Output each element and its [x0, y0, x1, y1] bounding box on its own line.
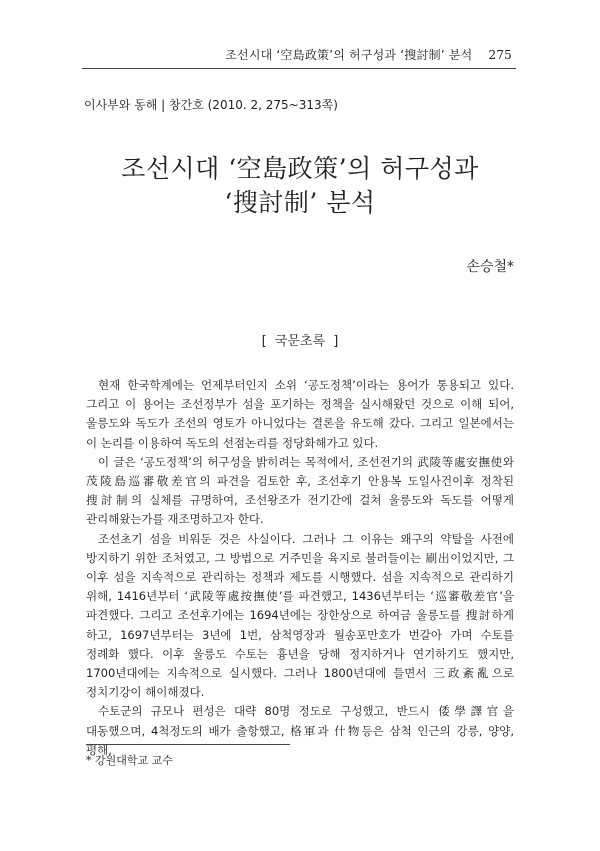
abstract-paragraph-4: 수토군의 규모나 편성은 대략 80명 정도로 구성했고, 반드시 倭學譯官을 대동했으며, 4척정도의 배가 출항했고, 格軍과 什物등은 삼척 인근의 강릉, 양양, 평해,	[86, 704, 514, 757]
title-line-2: ‘搜討制’ 분석	[224, 188, 376, 217]
footnote: * 강원대학교 교수	[86, 754, 173, 767]
page-number: 275	[488, 48, 512, 62]
abstract-paragraph-1: 현재 한국학계에는 언제부터인지 소위 ‘공도정책’이라는 용어가 통용되고 있다. 그리고 이 용어는 조선정부가 섬을 포기하는 정책을 실시해왔던 것으로 이해 되어, 울릉도와 독도가 조선의 영토가 아니었다는 결론을 유도해 갔다. 그리고 일본에서는 이 논리를 이용하여 독도의 선점논리를 정당화해가고 있다.	[86, 378, 514, 450]
article-title	[84, 152, 516, 220]
author-name: 손승철*	[466, 259, 514, 275]
abstract-paragraph-3: 조선초기 섬을 비워둔 것은 사실이다. 그러나 그 이유는 왜구의 약탈을 사전에 방지하기 위한 조처였고, 그 방법으로 거주민을 육지로 불러들이는 刷出이었지만, 그 이후 섬을 지속적으로 관리하는 정책과 제도를 시행했다. 섬을 지속적으로 관리하기 위해, 1416년부터 ‘武陵等處按撫使’를 파견했고, 1436년부터는 ‘巡審敬差官’을 파견했다. 그리고 조선후기에는 1694년에는 장한상으로 하여금 울릉도를 搜討하게 하고, 1697년부터는 3년에 1번, 삼척영장과 월송포만호가 번갈아 가며 수토를 정례화 했다. 이후 울릉도 수토는 흉년을 당해 정지하거나 연기하기도 했지만, 1700년대에는 지속적으로 실시했다. 그러나 1800년대에 들면서 三政紊亂으로 정치기강이 해이해졌다.	[86, 531, 514, 700]
header-rule	[82, 68, 516, 69]
abstract-heading: [ 국문초록 ]	[261, 334, 339, 349]
running-title: 조선시대 ‘空島政策’의 허구성과 ‘搜討制’ 분석	[225, 48, 473, 62]
journal-citation: 이사부와 동해 | 창간호 (2010. 2, 275~313쪽)	[84, 98, 338, 112]
abstract-body	[86, 376, 514, 760]
footnote-rule	[86, 744, 290, 745]
running-header	[225, 46, 512, 63]
abstract-paragraph-2: 이 글은 ‘공도정책’의 허구성을 밝히려는 목적에서, 조선전기의 武陵等處安撫使와 茂陵島巡審敬差官의 파견을 검토한 후, 조선후기 안용복 도일사건이후 정착된 搜討制의 실체를 규명하여, 조선왕조가 전기간에 걸쳐 울릉도와 독도를 어떻게 관리해왔는가를 재조명하고자 한다.	[86, 454, 514, 527]
title-line-1: 조선시대 ‘空島政策’의 허구성과	[121, 154, 479, 183]
